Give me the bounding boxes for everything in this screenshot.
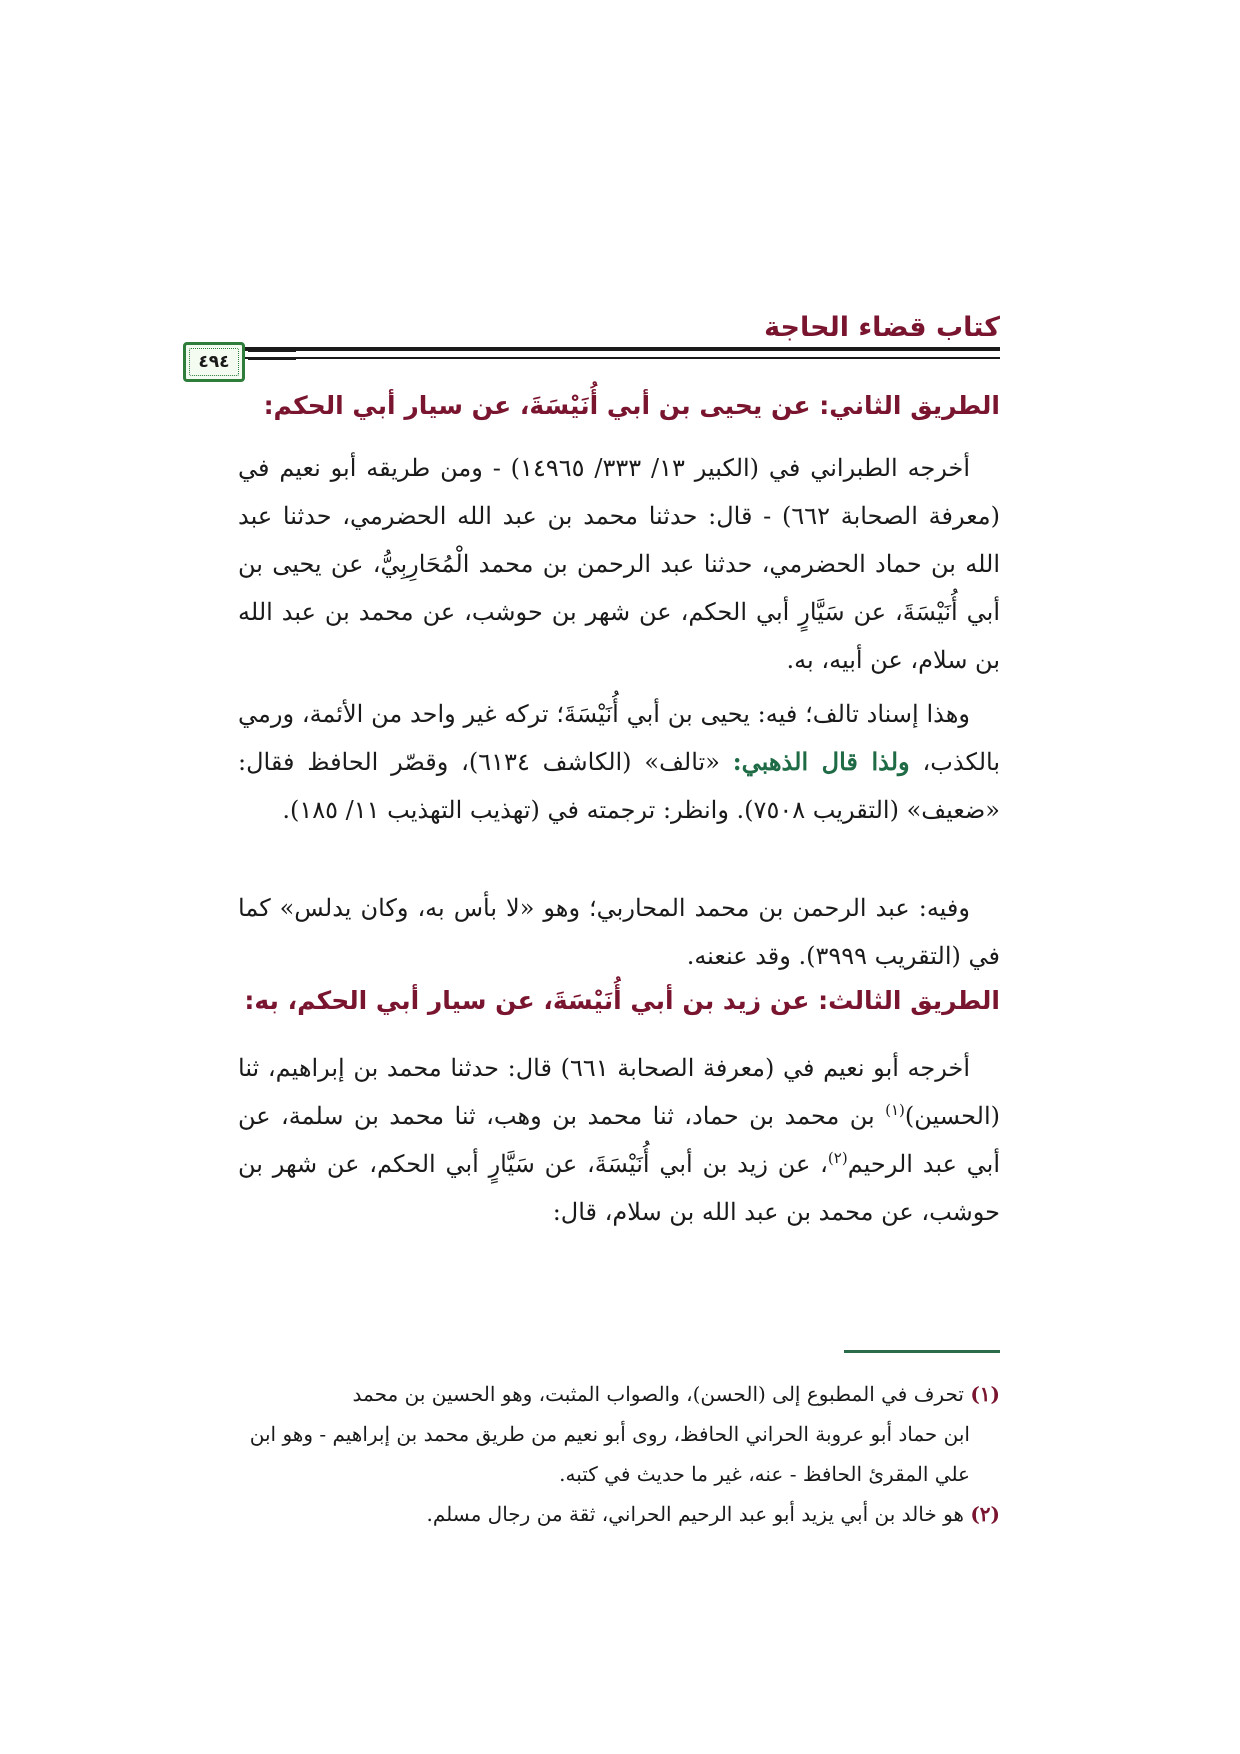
paragraph-isnad-critique (238, 690, 1000, 834)
section-heading-third-path: الطريق الثالث: عن زيد بن أبي أُنَيْسَةَ، عن سيار أبي الحكم، به: (244, 986, 1000, 1015)
footnote-1-line1: تحرف في المطبوع إلى (الحسن)، والصواب المثبت، وهو الحسين بن محمد (352, 1382, 964, 1406)
page-number: ٤٩٤ (198, 352, 230, 372)
section-body-third-path (238, 1044, 1000, 1236)
third-path-text-b: بن محمد بن حماد، ثنا محمد بن وهب، ثنا محمد بن سلمة، عن أبي عبد الرحيم (238, 1102, 1001, 1178)
running-book-title: كتاب قضاء الحاجة (764, 312, 1000, 343)
paragraph-takhrij: أخرجه الطبراني في (الكبير ١٣/ ٣٣٣/ ١٤٩٦٥) - ومن طريقه أبو نعيم في (معرفة الصحابة ٦٦٢) - قال: حدثنا محمد بن عبد الله الحضرمي، حدثنا عبد الله بن حماد الحضرمي، حدثنا عبد الرحمن بن محمد الْمُحَارِبِيُّ، عن يحيى بن أبي أُنَيْسَةَ، عن سَيَّارٍ أبي الحكم، عن شهر بن حوشب، عن محمد بن عبد الله بن سلام، عن أبيه، به. (238, 454, 1000, 674)
header-rule-thin (240, 357, 1000, 359)
paragraph-muharibi: وفيه: عبد الرحمن بن محمد المحاربي؛ وهو «لا بأس به، وكان يدلس» كما في (التقريب ٣٩٩٩). وقد عنعنه. (238, 894, 1000, 970)
critique-text-a: وهذا إسناد تالف؛ فيه: يحيى بن أبي أُنَيْسَةَ؛ تركه غير واحد من الأئمة، ورمي بالكذب، (238, 700, 1001, 776)
footnote-2-line1: هو خالد بن أبي يزيد أبو عبد الرحيم الحراني، ثقة من رجال مسلم. (426, 1502, 964, 1526)
third-path-text-c: ، عن زيد بن أبي أُنَيْسَةَ، عن سَيَّارٍ أبي الحكم، عن شهر بن حوشب، عن محمد بن عبد الله بن سلام، قال: (238, 1150, 1000, 1226)
footnote-ref-2[interactable]: (٢) (827, 1149, 848, 1167)
footnotes (238, 1374, 1000, 1534)
header-rule-left-upper (248, 350, 296, 352)
footnote-1 (238, 1374, 1000, 1414)
footnote-ref-1[interactable]: (١) (885, 1101, 905, 1119)
third-path-text-a: أخرجه أبو نعيم في (معرفة الصحابة ٦٦١) قال: حدثنا محمد بن إبراهيم، ثنا (الحسين) (238, 1054, 1000, 1130)
footnote-1-number: (١) (970, 1382, 1000, 1406)
section-body-second-path (238, 444, 1000, 684)
critique-text-b: «تالف» (الكاشف ٦١٣٤)، وقصّر الحافظ فقال: «ضعيف» (التقريب ٧٥٠٨). وانظر: ترجمته في (تهذيب التهذيب ١١/ ١٨٥). (238, 748, 1000, 824)
page-number-badge (183, 342, 245, 382)
header-rule-thick (240, 347, 1000, 351)
footnote-2 (238, 1494, 1000, 1534)
footnote-1-continuation: ابن حماد أبو عروبة الحراني الحافظ، روى أبو نعيم من طريق محمد بن إبراهيم - وهو ابن علي المقرئ الحافظ - عنه، غير ما حديث في كتبه. (249, 1422, 970, 1486)
header-rule-left-lower (248, 358, 296, 360)
footnote-separator (844, 1350, 1000, 1353)
section-heading-second-path: الطريق الثاني: عن يحيى بن أبي أُنَيْسَةَ، عن سيار أبي الحكم: (263, 391, 1000, 420)
footnote-2-number: (٢) (970, 1502, 1000, 1526)
dhahabi-highlight: ولذا قال الذهبي: (732, 747, 910, 776)
